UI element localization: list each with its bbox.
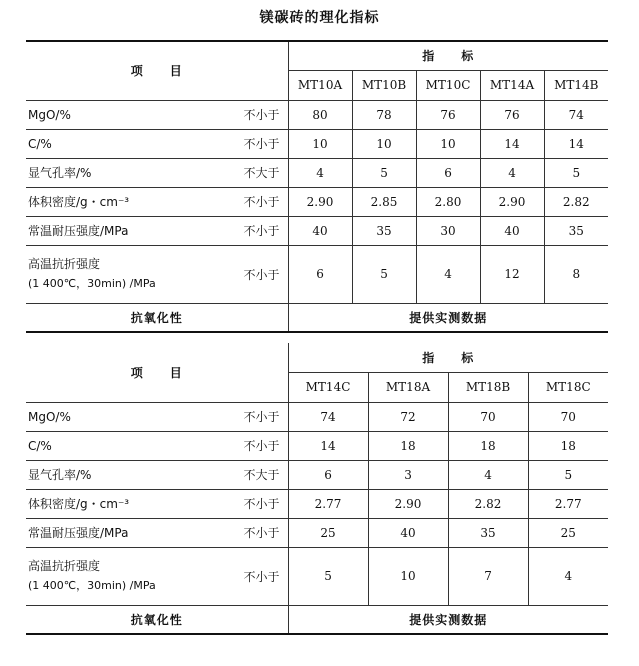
value-cell: 2.90	[368, 489, 448, 518]
value-cell: 2.90	[288, 187, 352, 216]
table-row	[26, 303, 608, 332]
table-row	[26, 547, 608, 605]
grade-header: MT18B	[448, 372, 528, 402]
table-title: 镁碳砖的理化指标	[259, 10, 380, 26]
value-cell: 14	[288, 431, 368, 460]
value-cell: 74	[544, 100, 608, 129]
row-condition: 不大于	[224, 460, 288, 489]
row-condition: 不小于	[224, 518, 288, 547]
value-cell: 35	[448, 518, 528, 547]
value-cell: 6	[288, 245, 352, 303]
value-cell: 14	[480, 129, 544, 158]
row-label-line: 高温抗折强度	[28, 257, 101, 271]
value-cell: 2.80	[416, 187, 480, 216]
value-cell: 5	[288, 547, 368, 605]
grade-header: MT14B	[544, 70, 608, 100]
value-cell: 2.82	[544, 187, 608, 216]
row-condition: 不小于	[224, 547, 288, 605]
value-cell: 2.90	[480, 187, 544, 216]
row-condition: 不小于	[224, 100, 288, 129]
row-condition: 不小于	[224, 431, 288, 460]
value-cell: 6	[288, 460, 368, 489]
value-cell: 5	[352, 158, 416, 187]
value-cell: 25	[288, 518, 368, 547]
oxidation-label: 抗氧化性	[26, 605, 288, 634]
value-cell: 10	[416, 129, 480, 158]
value-cell: 40	[288, 216, 352, 245]
row-label-condition: (1 400℃，30min) /MPa	[28, 579, 156, 592]
row-condition: 不小于	[224, 489, 288, 518]
table-row	[26, 187, 608, 216]
grade-header: MT10C	[416, 70, 480, 100]
value-cell: 5	[528, 460, 608, 489]
row-label: C/%	[26, 431, 224, 460]
value-cell: 76	[480, 100, 544, 129]
row-condition: 不大于	[224, 158, 288, 187]
grade-header: MT14C	[288, 372, 368, 402]
value-cell: 2.85	[352, 187, 416, 216]
item-header: 项 目	[26, 343, 288, 402]
table-row	[26, 605, 608, 634]
row-label: 显气孔率/%	[26, 158, 224, 187]
item-header: 项 目	[26, 41, 288, 100]
value-cell: 10	[288, 129, 352, 158]
value-cell: 40	[368, 518, 448, 547]
value-cell: 4	[448, 460, 528, 489]
value-cell: 4	[288, 158, 352, 187]
grade-header: MT18C	[528, 372, 608, 402]
oxidation-value: 提供实测数据	[288, 303, 608, 332]
value-cell: 35	[352, 216, 416, 245]
grade-header: MT18A	[368, 372, 448, 402]
value-cell: 25	[528, 518, 608, 547]
value-cell: 10	[352, 129, 416, 158]
row-condition: 不小于	[224, 402, 288, 431]
value-cell: 6	[416, 158, 480, 187]
row-label: 常温耐压强度/MPa	[26, 216, 224, 245]
value-cell: 7	[448, 547, 528, 605]
value-cell: 12	[480, 245, 544, 303]
value-cell: 4	[480, 158, 544, 187]
row-label	[26, 245, 224, 303]
row-label-line: 高温抗折强度	[28, 559, 101, 573]
value-cell: 8	[544, 245, 608, 303]
row-label: MgO/%	[26, 402, 224, 431]
row-condition: 不小于	[224, 187, 288, 216]
table-row	[26, 129, 608, 158]
row-label: MgO/%	[26, 100, 224, 129]
grade-header: MT10B	[352, 70, 416, 100]
value-cell: 72	[368, 402, 448, 431]
value-cell: 18	[528, 431, 608, 460]
row-condition: 不小于	[224, 216, 288, 245]
value-cell: 80	[288, 100, 352, 129]
value-cell: 3	[368, 460, 448, 489]
oxidation-value: 提供实测数据	[288, 605, 608, 634]
table-row	[26, 460, 608, 489]
row-label: 常温耐压强度/MPa	[26, 518, 224, 547]
value-cell: 76	[416, 100, 480, 129]
index-header: 指 标	[288, 343, 608, 372]
table-row	[26, 518, 608, 547]
oxidation-label: 抗氧化性	[26, 303, 288, 332]
value-cell: 74	[288, 402, 368, 431]
table-row	[26, 216, 608, 245]
value-cell: 18	[448, 431, 528, 460]
value-cell: 35	[544, 216, 608, 245]
table-row	[26, 489, 608, 518]
value-cell: 2.82	[448, 489, 528, 518]
value-cell: 4	[528, 547, 608, 605]
value-cell: 10	[368, 547, 448, 605]
grade-header: MT10A	[288, 70, 352, 100]
table-row	[26, 245, 608, 303]
value-cell: 14	[544, 129, 608, 158]
table-row	[26, 158, 608, 187]
value-cell: 2.77	[528, 489, 608, 518]
row-label: 显气孔率/%	[26, 460, 224, 489]
properties-table-2	[26, 343, 608, 635]
value-cell: 5	[544, 158, 608, 187]
value-cell: 18	[368, 431, 448, 460]
value-cell: 2.77	[288, 489, 368, 518]
properties-table-1	[26, 40, 608, 333]
index-header: 指 标	[288, 41, 608, 70]
table-row	[26, 431, 608, 460]
value-cell: 5	[352, 245, 416, 303]
table-row	[26, 402, 608, 431]
row-label	[26, 547, 224, 605]
row-label: C/%	[26, 129, 224, 158]
row-label-condition: (1 400℃，30min) /MPa	[28, 277, 156, 290]
table-row	[26, 100, 608, 129]
value-cell: 70	[528, 402, 608, 431]
value-cell: 78	[352, 100, 416, 129]
row-condition: 不小于	[224, 129, 288, 158]
value-cell: 30	[416, 216, 480, 245]
value-cell: 70	[448, 402, 528, 431]
row-condition: 不小于	[224, 245, 288, 303]
row-label: 体积密度/g・cm⁻³	[26, 187, 224, 216]
value-cell: 4	[416, 245, 480, 303]
grade-header: MT14A	[480, 70, 544, 100]
value-cell: 40	[480, 216, 544, 245]
row-label: 体积密度/g・cm⁻³	[26, 489, 224, 518]
